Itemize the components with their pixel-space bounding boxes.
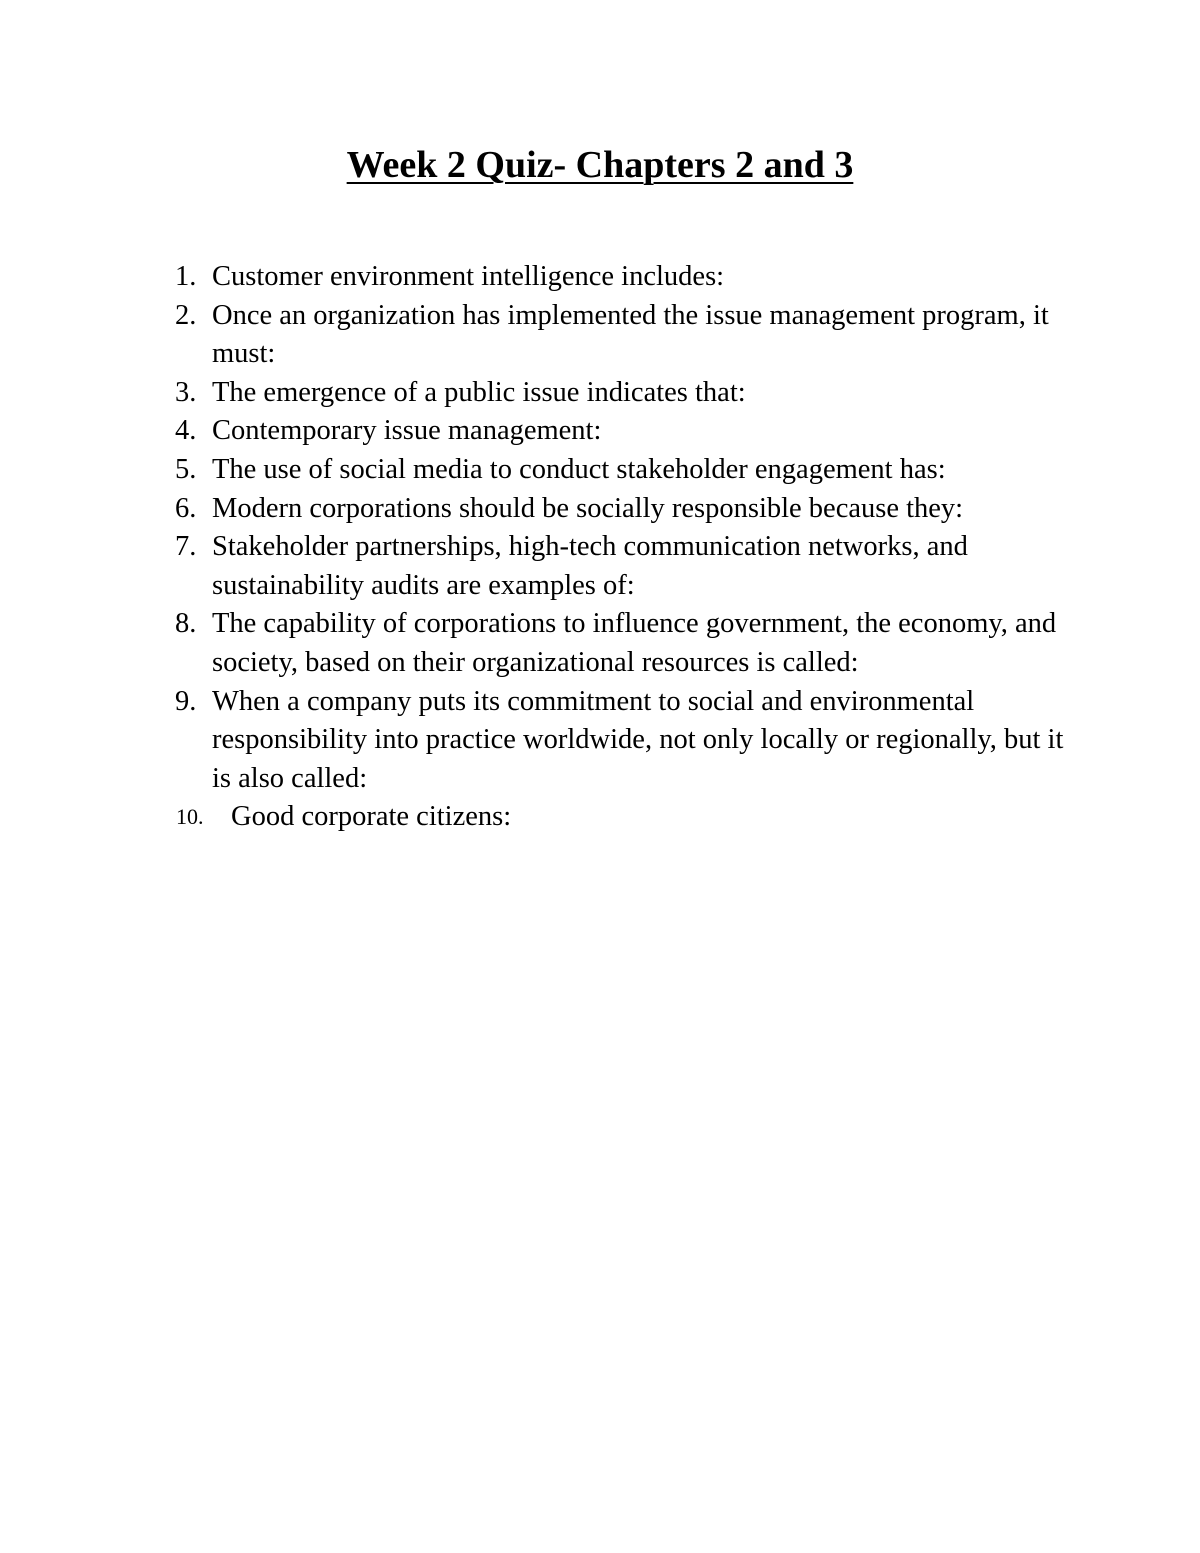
page-title-text: Week 2 Quiz- Chapters 2 and 3 (346, 144, 854, 186)
question-text: Stakeholder partnerships, high-tech communication networks, and sustainability audits are examples of: (212, 531, 968, 601)
question-number: 2. (175, 299, 197, 331)
list-item (168, 258, 1068, 297)
question-number: 8. (175, 608, 197, 640)
list-item (168, 412, 1068, 451)
question-text: The use of social media to conduct stakeholder engagement has: (212, 453, 946, 485)
list-item (168, 605, 1068, 682)
question-text: Contemporary issue management: (212, 415, 602, 447)
question-number: 7. (175, 531, 197, 563)
question-text: Good corporate citizens: (231, 801, 512, 833)
question-number: 1. (175, 261, 197, 292)
question-number: 6. (175, 492, 197, 524)
list-item (168, 451, 1068, 490)
question-number: 10. (176, 804, 204, 830)
question-text: Customer environment intelligence includes: (212, 261, 725, 292)
question-number: 9. (175, 685, 197, 717)
question-text: Once an organization has implemented the issue management program, it must: (212, 299, 1049, 370)
list-item (168, 798, 1068, 837)
list-item (168, 297, 1068, 374)
question-text: When a company puts its commitment to social and environmental responsibility into practice worldwide, not only locally or regionally, but it is also called: (212, 685, 1064, 794)
list-item (168, 683, 1068, 799)
list-item (168, 490, 1068, 529)
question-number: 3. (175, 376, 197, 408)
question-number: 5. (175, 453, 197, 485)
question-text: The emergence of a public issue indicates that: (212, 376, 746, 408)
question-list (168, 258, 1068, 837)
question-text: The capability of corporations to influence government, the economy, and society, based on their organizational resources is called: (212, 608, 1057, 678)
list-item (168, 374, 1068, 413)
question-text: Modern corporations should be socially responsible because they: (212, 492, 964, 524)
page-title (0, 140, 1200, 190)
question-number: 4. (175, 415, 197, 447)
list-item (168, 528, 1068, 605)
